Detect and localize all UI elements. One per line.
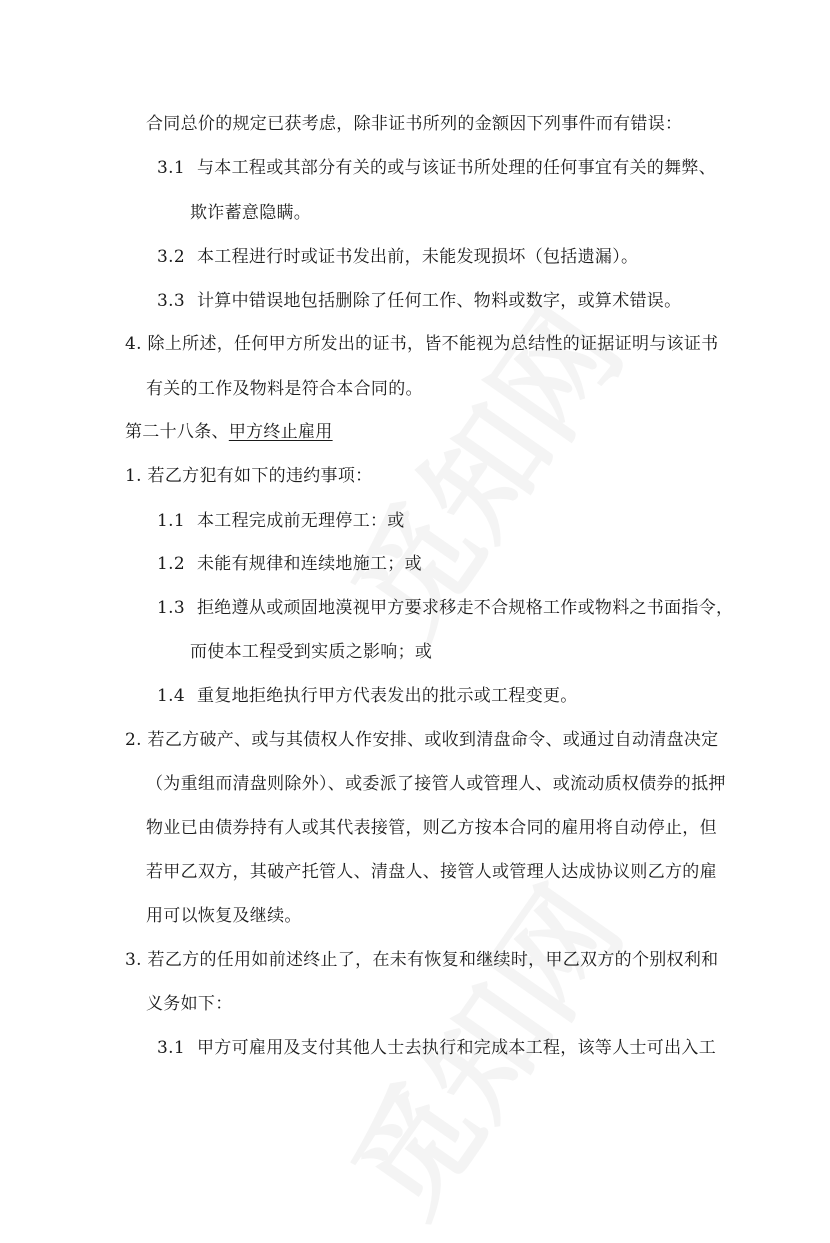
clause-number: 1.4 [157, 686, 185, 706]
item-number: 1. [125, 466, 142, 486]
item-2 [125, 729, 718, 751]
clause-number: 3.2 [157, 247, 185, 267]
paragraph-line: 合同总价的规定已获考虑，除非证书所列的金额因下列事件而有错误： [146, 114, 683, 134]
clause-number: 3.3 [157, 291, 185, 311]
item-number: 2. [125, 730, 142, 750]
clause-text: 未能有规律和连续地施工；或 [197, 554, 422, 574]
clause-number: 3.1 [157, 158, 185, 178]
clause-number: 1.2 [157, 554, 185, 574]
clause-number: 1.1 [157, 511, 185, 531]
clause-1-3 [157, 597, 733, 619]
paragraph-line: 义务如下： [146, 994, 233, 1014]
paragraph-line: 物业已由债券持有人或其代表接管，则乙方按本合同的雇用将自动停止，但 [146, 818, 717, 838]
item-number: 4. [125, 334, 142, 354]
clause-text: 计算中错误地包括删除了任何工作、物料或数字，或算术错误。 [197, 291, 682, 311]
clause-1-2 [157, 553, 422, 575]
article-prefix: 第二十八条、 [125, 422, 229, 442]
item-text: 若乙方犯有如下的违约事项： [147, 466, 373, 486]
clause-text: 本工程完成前无理停工：或 [197, 511, 405, 531]
clause-text: 本工程进行时或证书发出前，未能发现损坏（包括遗漏）。 [197, 247, 639, 267]
item-text: 若乙方的任用如前述终止了，在未有恢复和继续时，甲乙双方的个别权利和 [147, 950, 719, 970]
clause-1-1 [157, 510, 405, 532]
clause-text: 与本工程或其部分有关的或与该证书所处理的任何事宜有关的舞弊、 [197, 158, 716, 178]
item-1 [125, 465, 372, 487]
paragraph-line: 而使本工程受到实质之影响；或 [190, 642, 433, 662]
clause-3-3 [157, 290, 681, 312]
clause-number: 1.3 [157, 598, 185, 618]
clause-3-2 [157, 246, 638, 268]
clause-1-4 [157, 685, 578, 707]
item-text: 若乙方破产、或与其债权人作安排、或收到清盘命令、或通过自动清盘决定 [147, 730, 719, 750]
clause-number: 3.1 [157, 1038, 185, 1058]
item-3 [125, 949, 718, 971]
clause-text: 拒绝遵从或顽固地漠视甲方要求移走不合规格工作或物料之书面指令， [197, 598, 734, 618]
article-heading [125, 421, 333, 443]
paragraph-line: 欺诈蓄意隐瞒。 [190, 203, 312, 223]
item-number: 3. [125, 950, 142, 970]
paragraph-line: 用可以恢复及继续。 [146, 906, 302, 926]
article-title: 甲方终止雇用 [228, 422, 333, 442]
clause-3-1 [157, 157, 716, 179]
clause-text: 重复地拒绝执行甲方代表发出的批示或工程变更。 [197, 686, 578, 706]
paragraph-line: 若甲乙双方，其破产托管人、清盘人、接管人或管理人达成协议则乙方的雇 [146, 862, 717, 882]
paragraph-line: 有关的工作及物料是符合本合同的。 [146, 379, 423, 399]
clause-text: 甲方可雇用及支付其他人士去执行和完成本工程，该等人士可出入工 [197, 1038, 716, 1058]
clause-3-1-b [157, 1037, 716, 1059]
item-text: 除上所述，任何甲方所发出的证书，皆不能视为总结性的证据证明与该证书 [147, 334, 719, 354]
item-4 [125, 333, 718, 355]
paragraph-line: （为重组而清盘则除外）、或委派了接管人或管理人、或流动质权债券的抵押 [146, 774, 726, 794]
